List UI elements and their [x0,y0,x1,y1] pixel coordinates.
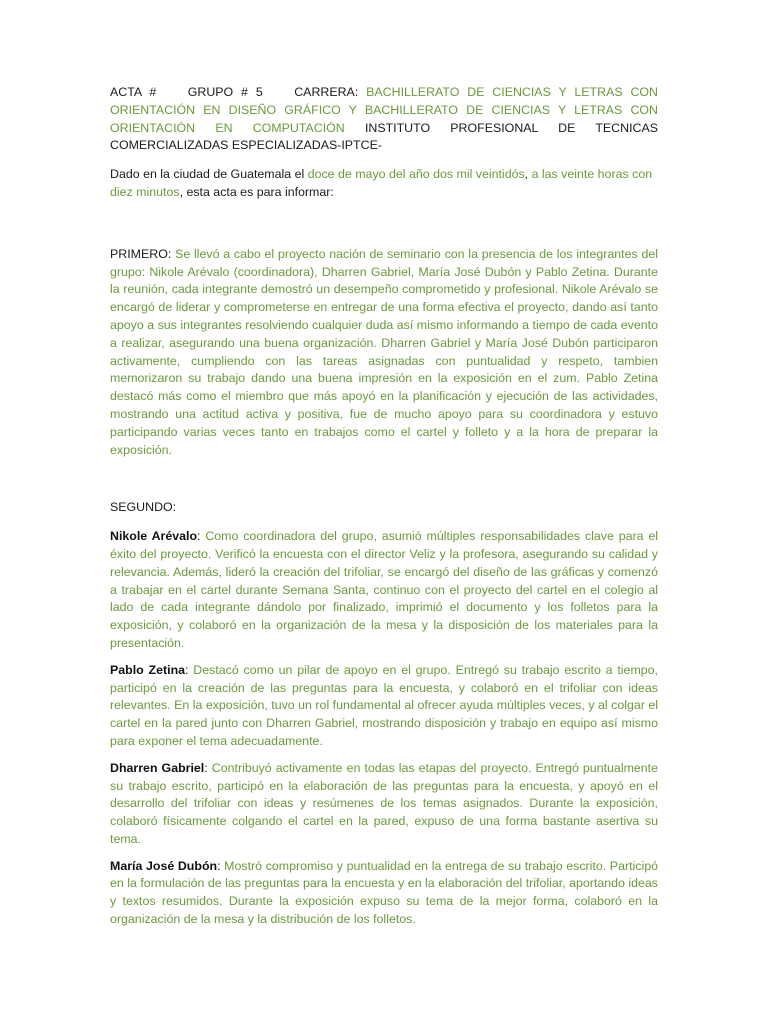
member-text: Contribuyó activamente en todas las etapas del proyecto. Entregó puntualmente su trabajo escrito, participó en la elaboración de las preguntas para la encuesta, y apoyó en el desarrollo del trifoliar con ideas y resúmenes de los temas asignados. Durante la exposición, colaboró físicamente colgando el cartel en la pared, expuso de una forma bastante asertiva su tema. [110,760,659,846]
acta-number-label: ACTA # [110,85,157,99]
member-name: Dharren Gabriel [110,760,205,775]
member-text: Como coordinadora del grupo, asumió múltiples responsabilidades clave para el éxito del proyecto. Verificó la encuesta con el director Veliz y la profesora, asegurando su calidad y relevancia. Además, lideró la creación del trifoliar, se encargó del diseño de las gráficas y comenzó a trabajar en el cartel durante Semana Santa, continuo con el proyecto del cartel en el colegio al lado de cada integrante dándolo por finalizado, imprimió el documento y los folletos para la exposición, y colaboró en la organización de la mesa y la disposición de los materiales para la presentación. [110,529,659,650]
member-text: Mostró compromiso y puntualidad en la entrega de su trabajo escrito. Participó en la formulación de las preguntas para la encuesta y en la elaboración del trifoliar, aportando ideas y textos resumidos. Durante la exposición expuso su tema de la mejor forma, colaboró en la organización de la mesa y la distribución de los folletos. [110,858,659,927]
acta-header [110,84,658,155]
member-text: Destacó como un pilar de apoyo en el grupo. Entregó su trabajo escrito a tiempo, participó en la creación de las preguntas para la encuesta, y colaboró en el trifoliar con ideas relevantes. En la exposición, tuvo un rol fundamental al ofrecer ayuda múltiples veces, y al colgar el cartel en la pared junto con Dharren Gabriel, mostrando disposición y trabajo en equipo así mismo para exponer el tema adecuadamente. [110,662,658,748]
primero-label: PRIMERO: [110,246,172,261]
member-paragraph-maria-jose [110,858,658,929]
member-colon: : [204,760,212,775]
primero-section [110,246,658,460]
member-name: Pablo Zetina [110,662,186,677]
member-colon: : [185,662,194,677]
intro-time: a las veinte horas con diez minutos [110,167,653,199]
intro-comma: , [524,167,532,182]
intro-date: doce de mayo del año dos mil veintidós [307,167,525,182]
member-paragraph-nikole [110,528,658,653]
primero-body: Se llevó a cabo el proyecto nación de seminario con la presencia de los integrantes del grupo: Nikole Arévalo (coordinadora), Dharren Gabriel, María José Dubón y Pablo Zetina. Durante la reunión, cada integrante demostró un desempeño comprometido y profesional. Nikole Arévalo se encargó de liderar y comprometerse en entregar de una forma efectiva el proyecto, dando así tanto apoyo a sus integrantes resolviendo cualquier duda así mismo informando a tiempo de cada evento a realizar, asegurando una buena organización. Dharren Gabriel y María José Dubón participaron activamente, cumpliendo con las tareas asignadas con puntualidad y respeto, tambien memorizaron su trabajo dando una buena impresión en la exposición en el zum. Pablo Zetina destacó más como el miembro que más apoyó en la planificación y ejecución de las actividades, mostrando una actitud activa y positiva, fue de mucho apoyo para su coordinadora y estuvo participando varias veces tanto en trabajos como el cartel y folleto y a la hora de preparar la exposición. [110,246,658,457]
member-name: Nikole Arévalo [110,529,198,544]
carrera-label: CARRERA: [294,85,359,99]
acta-document [110,84,658,929]
grupo-label: GRUPO # 5 [187,85,263,99]
member-colon: : [197,529,206,544]
intro-text-end: , esta acta es para informar: [179,184,334,199]
instituto-text: INSTITUTO PROFESIONAL DE TECNICAS COMERCIALIZADAS ESPECIALIZADAS-IPTCE- [110,120,658,153]
segundo-label: SEGUNDO: [110,500,177,515]
member-colon: : [217,858,225,873]
carrera-text: BACHILLERATO DE CIENCIAS Y LETRAS CON ORIENTACIÓN EN DISEÑO GRÁFICO Y BACHILLERATO DE CIENCIAS Y LETRAS CON ORIENTACIÓN EN COMPUTACIÓN [110,85,659,135]
member-paragraph-pablo [110,662,658,751]
member-paragraph-dharren [110,760,658,849]
intro-text-start: Dado en la ciudad de Guatemala el [110,167,308,182]
intro-paragraph [110,166,658,202]
member-name: María José Dubón [110,858,218,873]
